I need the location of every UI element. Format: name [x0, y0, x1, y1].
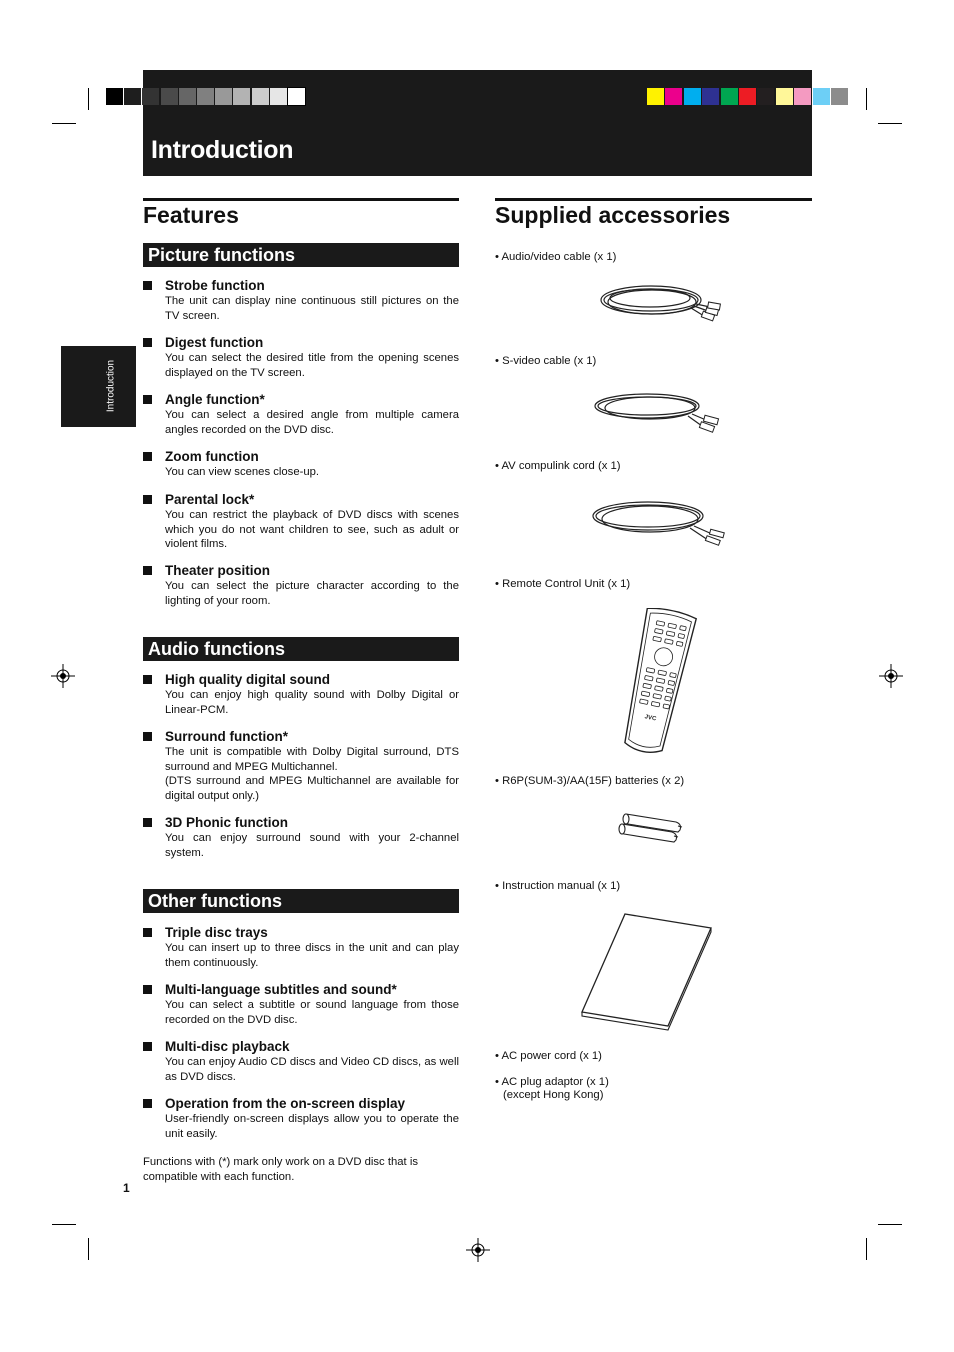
feature-description: You can select a subtitle or sound language from those recorded on the DVD disc.	[165, 999, 459, 1026]
feature-description: You can select the picture character according to the lighting of your room.	[165, 580, 459, 607]
bullet-square-icon	[143, 495, 152, 504]
feature-description: You can insert up to three discs in the unit and can play them continuously.	[165, 942, 459, 969]
feature-item	[143, 391, 459, 437]
bullet-square-icon	[143, 732, 152, 741]
feature-description: You can enjoy Audio CD discs and Video CD discs, as well as DVD discs.	[165, 1056, 459, 1083]
crop-mark	[866, 1238, 867, 1260]
feature-item	[143, 924, 459, 970]
av-cable-illustration	[596, 280, 726, 336]
bullet-square-icon	[143, 1099, 152, 1108]
crop-mark	[88, 1238, 89, 1260]
bullet-square-icon	[143, 338, 152, 347]
color-swatch	[776, 88, 793, 105]
color-swatch	[739, 88, 756, 105]
color-swatch	[721, 88, 738, 105]
accessory-label: • S-video cable (x 1)	[495, 355, 597, 367]
side-tab-label: Introduction	[105, 359, 117, 413]
color-swatch	[831, 88, 848, 105]
grayscale-swatch	[142, 88, 159, 105]
feature-description: The unit can display nine continuous still pictures on the TV screen.	[165, 295, 459, 322]
page-number: 1	[123, 1181, 130, 1195]
remote-control-illustration	[610, 608, 704, 758]
bullet-square-icon	[143, 281, 152, 290]
grayscale-swatch	[215, 88, 232, 105]
features-rule	[143, 198, 459, 201]
grayscale-swatch	[252, 88, 269, 105]
feature-description: You can enjoy surround sound with your 2-channel system.	[165, 832, 459, 859]
feature-title: Multi-language subtitles and sound*	[165, 982, 397, 997]
registration-mark-left	[51, 664, 75, 688]
feature-description: You can select the desired title from the opening scenes displayed on the TV screen.	[165, 352, 459, 379]
color-swatch	[665, 88, 682, 105]
grayscale-swatch	[233, 88, 250, 105]
bullet-square-icon	[143, 675, 152, 684]
registration-mark-bottom	[466, 1238, 490, 1262]
feature-description: You can select a desired angle from multiple camera angles recorded on the DVD disc.	[165, 409, 459, 436]
feature-item	[143, 448, 459, 480]
av-compulink-cord-illustration	[590, 496, 730, 556]
remote-brand-logo: JVC	[644, 714, 657, 723]
feature-title: Surround function*	[165, 729, 288, 744]
feature-title: Multi-disc playback	[165, 1039, 290, 1054]
accessory-sublabel: (except Hong Kong)	[503, 1089, 604, 1101]
accessory-label: • R6P(SUM-3)/AA(15F) batteries (x 2)	[495, 775, 685, 787]
features-heading: Features	[143, 202, 239, 228]
crop-mark	[878, 1224, 902, 1225]
audio-functions-heading: Audio functions	[143, 637, 459, 661]
s-video-cable-illustration	[592, 388, 722, 438]
bullet-square-icon	[143, 985, 152, 994]
bullet-square-icon	[143, 928, 152, 937]
feature-item	[143, 728, 459, 803]
crop-mark	[52, 1224, 76, 1225]
grayscale-swatch	[197, 88, 214, 105]
feature-title: Operation from the on-screen display	[165, 1096, 406, 1111]
feature-title: High quality digital sound	[165, 672, 330, 687]
feature-title: Angle function*	[165, 392, 265, 407]
accessory-label: • Instruction manual (x 1)	[495, 880, 621, 892]
registration-mark-right	[879, 664, 903, 688]
instruction-manual-illustration	[578, 912, 714, 1034]
accessory-label: • AC plug adaptor (x 1)	[495, 1076, 609, 1088]
color-swatch	[684, 88, 701, 105]
batteries-illustration	[618, 808, 690, 848]
bullet-square-icon	[143, 452, 152, 461]
color-swatch	[794, 88, 811, 105]
feature-item	[143, 1095, 459, 1141]
color-swatch	[702, 88, 719, 105]
accessories-heading: Supplied accessories	[495, 202, 731, 228]
feature-description: The unit is compatible with Dolby Digital surround, DTS surround and MPEG Multichannel.	[165, 746, 459, 773]
grayscale-swatch	[124, 88, 141, 105]
bullet-square-icon	[143, 818, 152, 827]
feature-item	[143, 981, 459, 1027]
accessory-label: • AC power cord (x 1)	[495, 1050, 602, 1062]
feature-title: Zoom function	[165, 449, 259, 464]
feature-description: You can restrict the playback of DVD discs with scenes which you do not want children to see, such as adult or violent films.	[165, 509, 459, 551]
feature-item	[143, 814, 459, 860]
feature-title: Digest function	[165, 335, 264, 350]
feature-title: Triple disc trays	[165, 925, 268, 940]
bullet-square-icon	[143, 395, 152, 404]
footnote: Functions with (*) mark only work on a DVD disc that is compatible with each function.	[143, 1156, 418, 1183]
crop-mark	[866, 88, 867, 110]
picture-functions-heading: Picture functions	[143, 243, 459, 267]
feature-description: You can view scenes close-up.	[165, 466, 320, 478]
crop-mark	[88, 88, 89, 110]
grayscale-swatch	[106, 88, 123, 105]
accessories-rule	[495, 198, 812, 201]
grayscale-swatch	[179, 88, 196, 105]
feature-item	[143, 277, 459, 323]
side-tab	[61, 346, 136, 427]
grayscale-swatch	[270, 88, 287, 105]
grayscale-swatch	[161, 88, 178, 105]
feature-title: 3D Phonic function	[165, 815, 288, 830]
feature-item	[143, 562, 459, 608]
feature-item	[143, 671, 459, 717]
feature-item	[143, 491, 459, 552]
feature-title: Strobe function	[165, 278, 265, 293]
feature-description-note: (DTS surround and MPEG Multichannel are available for digital output only.)	[165, 775, 459, 802]
accessory-label: • Remote Control Unit (x 1)	[495, 578, 631, 590]
page-title: Introduction	[151, 136, 294, 164]
feature-item	[143, 334, 459, 380]
accessory-label: • Audio/video cable (x 1)	[495, 251, 617, 263]
other-functions-heading: Other functions	[143, 889, 459, 913]
accessory-label: • AV compulink cord (x 1)	[495, 460, 621, 472]
feature-title: Theater position	[165, 563, 271, 578]
color-swatch	[757, 88, 774, 105]
crop-mark	[878, 123, 902, 124]
bullet-square-icon	[143, 1042, 152, 1051]
bullet-square-icon	[143, 566, 152, 575]
feature-description: User-friendly on-screen displays allow you to operate the unit easily.	[165, 1113, 459, 1140]
color-swatch	[813, 88, 830, 105]
feature-title: Parental lock*	[165, 492, 255, 507]
crop-mark	[52, 123, 76, 124]
feature-description: You can enjoy high quality sound with Dolby Digital or Linear-PCM.	[165, 689, 459, 716]
color-swatch	[647, 88, 664, 105]
grayscale-swatch	[288, 88, 305, 105]
feature-item	[143, 1038, 459, 1084]
